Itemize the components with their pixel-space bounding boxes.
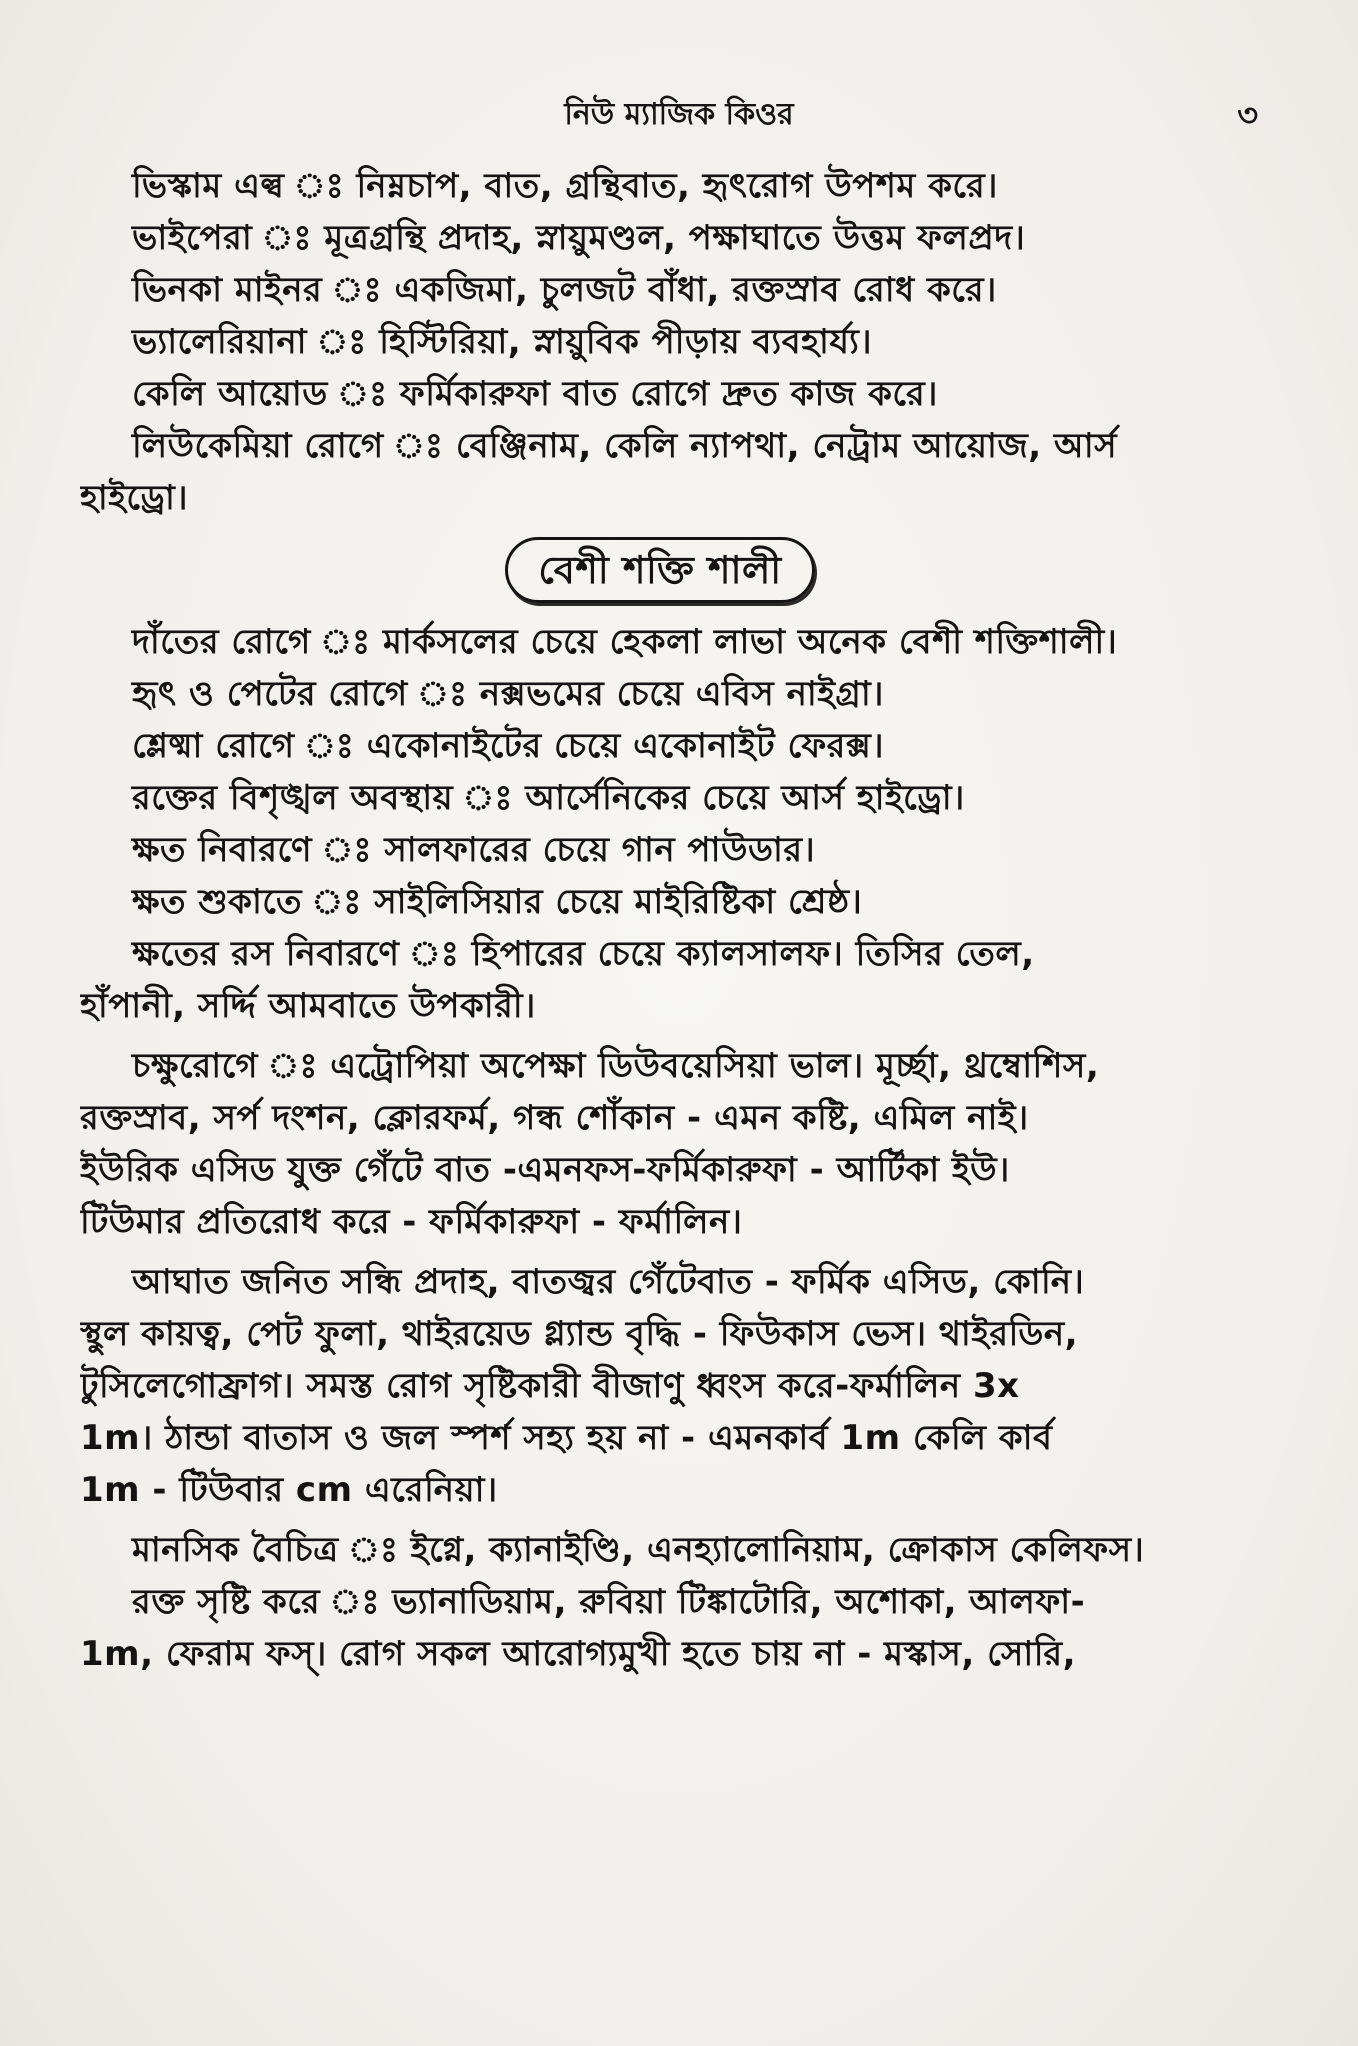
text-line: ক্ষত শুকাতে ঃ সাইলিসিয়ার চেয়ে মাইরিষ্টিকা শ্রেষ্ঠ। [132, 882, 863, 922]
text-line: রক্তের বিশৃঙ্খল অবস্থায় ঃ আর্সেনিকের চেয়ে আর্স হাইড্রো। [132, 778, 965, 818]
text-line: ভ্যালেরিয়ানা ঃ হিস্টিরিয়া, স্নায়ুবিক পীড়ায় ব্যবহার্য্য। [132, 322, 873, 362]
text-line: হাঁপানী, সর্দ্দি আমবাতে উপকারী। [80, 986, 536, 1026]
text-line: স্থুল কায়ত্ব, পেট ফুলা, থাইরয়েড গ্ল্যান্ড বৃদ্ধি - ফিউকাস ভেস। থাইরডিন, [80, 1314, 1079, 1354]
text-line: ভিস্কাম এল্ব ঃ নিম্নচাপ, বাত, গ্রন্থিবাত, হৃৎরোগ উপশম করে। [132, 166, 998, 206]
text-line: টুসিলেগোফ্রাগ। সমস্ত রোগ সৃষ্টিকারী বীজাণু ধ্বংস করে-ফর্মালিন 3x [80, 1366, 1020, 1406]
running-title: নিউ ম্যাজিক কিওর [564, 97, 794, 132]
text-line: রক্ত সৃষ্টি করে ঃ ভ্যানাডিয়াম, রুবিয়া টিঙ্কাটোরি, অশোকা, আলফা- [132, 1582, 1086, 1622]
text-line: ইউরিক এসিড যুক্ত গেঁটে বাত -এমনফস-ফর্মিকারুফা - আর্টিকা ইউ। [80, 1150, 1010, 1190]
paragraph-group [80, 160, 1240, 524]
text-line: 1m, ফেরাম ফস্। রোগ সকল আরোগ্যমুখী হতে চায় না - মস্কাস, সোরি, [80, 1634, 1077, 1674]
text-line: হাইড্রো। [80, 478, 189, 518]
section-heading: বেশী শক্তি শালী [505, 537, 814, 603]
text-line: টিউমার প্রতিরোধ করে - ফর্মিকারুফা - ফর্মালিন। [80, 1202, 743, 1242]
text-line: লিউকেমিয়া রোগে ঃ বেঞ্জিনাম, কেলি ন্যাপথা, নেট্রাম আয়োজ, আর্স [132, 426, 1118, 466]
text-line: আঘাত জনিত সন্ধি প্রদাহ, বাতজ্বর গেঁটেবাত - ফর্মিক এসিড, কোনি। [132, 1262, 1085, 1302]
text-line: 1m। ঠান্ডা বাতাস ও জল স্পর্শ সহ্য হয় না - এমনকার্ব 1m কেলি কার্ব [80, 1418, 1053, 1458]
text-line: ভিনকা মাইনর ঃ একজিমা, চুলজট বাঁধা, রক্তস্রাব রোধ করে। [132, 270, 997, 310]
section-heading-wrap [80, 530, 1240, 610]
page-number: ৩ [1237, 96, 1258, 134]
paragraph-group [80, 616, 1240, 1032]
text-line: ভাইপেরা ঃ মূত্রগ্রন্থি প্রদাহ, স্নায়ুমণ্ডল, পক্ষাঘাতে উত্তম ফলপ্রদ। [132, 218, 1026, 258]
text-line: মানসিক বৈচিত্র ঃ ইগ্নে, ক্যানাইণ্ডি, এনহ্যালোনিয়াম, ক্রোকাস কেলিফস। [132, 1530, 1145, 1570]
text-line: দাঁতের রোগে ঃ মার্কসলের চেয়ে হেকলা লাভা অনেক বেশী শক্তিশালী। [132, 622, 1118, 662]
text-line: ক্ষত নিবারণে ঃ সালফারের চেয়ে গান পাউডার। [132, 830, 816, 870]
text-line: ক্ষতের রস নিবারণে ঃ হিপারের চেয়ে ক্যালসালফ। তিসির তেল, [132, 934, 1035, 974]
page-header [80, 90, 1278, 140]
paragraph-group [80, 1524, 1240, 1680]
text-line: শ্লেষ্মা রোগে ঃ একোনাইটের চেয়ে একোনাইট ফেরক্স। [132, 726, 885, 766]
body-text [80, 160, 1240, 1680]
text-line: 1m - টিউবার cm এরেনিয়া। [80, 1470, 498, 1510]
text-line: রক্তস্রাব, সর্প দংশন, ক্লোরফর্ম, গন্ধ শোঁকান - এমন কষ্টি, এমিল নাই। [80, 1098, 1029, 1138]
text-line: চক্ষুরোগে ঃ এট্রোপিয়া অপেক্ষা ডিউবয়েসিয়া ভাল। মূর্চ্ছা, থ্রম্বোশিস, [132, 1046, 1100, 1086]
text-line: হৃৎ ও পেটের রোগে ঃ নক্সভমের চেয়ে এবিস নাইগ্রা। [132, 674, 884, 714]
paragraph-group [80, 1256, 1240, 1516]
paragraph-group [80, 1040, 1240, 1248]
text-line: কেলি আয়োড ঃ ফর্মিকারুফা বাত রোগে দ্রুত কাজ করে। [132, 374, 938, 414]
